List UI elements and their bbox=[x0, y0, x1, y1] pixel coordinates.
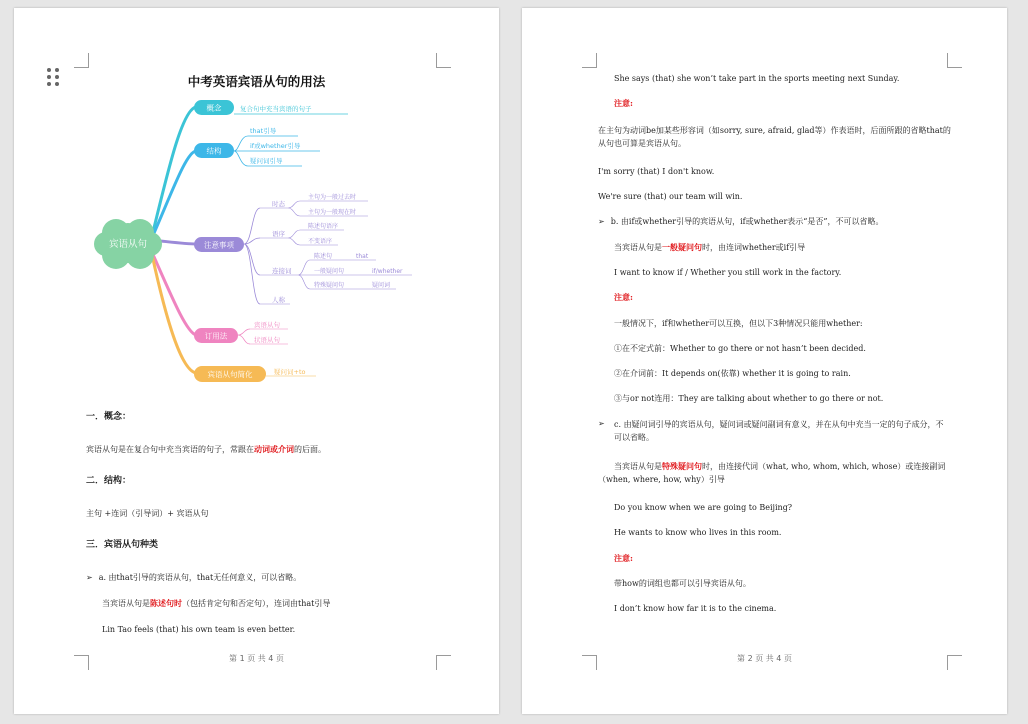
order-item-1[interactable]: 陈述句语序 bbox=[308, 223, 339, 230]
example-6: He wants to know who lives in this room. bbox=[614, 528, 782, 537]
svg-text:概念: 概念 bbox=[206, 103, 222, 113]
note-3-text: 带how的词组也都可以引导宾语从句。 bbox=[614, 579, 751, 588]
margin-corner-top-left bbox=[74, 53, 89, 68]
leaf-usage-1[interactable]: 宾语从句 bbox=[254, 321, 280, 329]
leaf-concept[interactable]: 复合句中充当宾语的句子 bbox=[240, 105, 312, 113]
case-1: ①在不定式前：Whether to go there or not hasn’t been decided. bbox=[614, 344, 866, 353]
conj-word-1[interactable]: that bbox=[356, 253, 369, 260]
case-2: ②在介词前：It depends on(依靠) whether it is going to rain. bbox=[614, 369, 851, 378]
section-3-heading: 三．宾语从句种类 bbox=[86, 540, 159, 550]
leaf-simplify[interactable]: 疑问词+to bbox=[274, 368, 306, 376]
bullet-arrow-icon: ➢ bbox=[86, 573, 93, 582]
note-1-text: 在主句为动词be加某些形容词（如sorry, sure, afraid, glad等）作表语时，后面所跟的省略that的从句也可算是宾语从句。 bbox=[598, 126, 951, 148]
item-a: ➢ a. 由that引导的宾语从句，that无任何意义，可以省略。 bbox=[86, 573, 302, 582]
notes-conj[interactable]: 连接词 bbox=[272, 267, 292, 275]
conj-item-3[interactable]: 特殊疑问句 bbox=[314, 282, 345, 289]
conj-word-3[interactable]: 疑问词 bbox=[372, 282, 391, 289]
section-1-text: 宾语从句是在复合句中充当宾语的句子，常跟在动词或介词的后面。 bbox=[86, 444, 326, 454]
example-5: Do you know when we are going to Beijing? bbox=[614, 503, 793, 512]
svg-text:宾语从句简化: 宾语从句简化 bbox=[207, 370, 253, 379]
example-4: I want to know if / Whether you still work in the factory. bbox=[614, 268, 842, 277]
margin-corner-top-right bbox=[436, 53, 451, 68]
notes-order[interactable]: 语序 bbox=[272, 230, 285, 238]
leaf-structure-1[interactable]: that引导 bbox=[250, 127, 277, 135]
node-concept[interactable] bbox=[194, 100, 234, 115]
document-title: 中考英语宾语从句的用法 bbox=[187, 74, 326, 89]
section-2-text: 主句 +连词（引导词）+ 宾语从句 bbox=[86, 509, 209, 518]
note-1-label: 注意: bbox=[614, 98, 633, 108]
margin-corner-top-right bbox=[947, 53, 962, 68]
leaf-structure-2[interactable]: if或whether引导 bbox=[250, 142, 301, 150]
document-page-1 bbox=[14, 8, 499, 714]
order-item-2[interactable]: 不变语序 bbox=[308, 238, 333, 245]
bullet-arrow-icon: ➢ bbox=[598, 419, 605, 428]
item-a-detail: 当宾语从句是陈述句时（包括肯定句和否定句），连词由that引导 bbox=[102, 598, 331, 608]
example-2: I'm sorry (that) I don't know. bbox=[598, 167, 715, 176]
tense-item-1[interactable]: 主句为一般过去时 bbox=[308, 194, 357, 201]
item-b: ➢ b. 由if或whether引导的宾语从句，if或whether表示“是否”，不可以省略。 bbox=[598, 217, 884, 226]
node-usage[interactable] bbox=[194, 328, 238, 343]
page-footer: 第 2 页 共 4 页 bbox=[737, 654, 792, 663]
margin-corner-top-left bbox=[582, 53, 597, 68]
conj-word-2[interactable]: if/whether bbox=[372, 268, 403, 275]
note-2-text: 一般情况下，if和whether可以互换，但以下3种情况只能用whether: bbox=[614, 319, 863, 328]
node-notes[interactable] bbox=[194, 237, 244, 252]
mind-map-root[interactable] bbox=[94, 219, 162, 269]
item-c-text: c. 由疑问词引导的宾语从句，疑问词或疑问副词有意义，并在从句中充当一定的句子成分，不可以省略。 bbox=[614, 420, 944, 442]
leaf-usage-2[interactable]: 状语从句 bbox=[254, 336, 280, 344]
section-1-heading: 一．概念： bbox=[86, 412, 132, 422]
root-label: 宾语从句 bbox=[108, 239, 148, 250]
example-1: She says (that) she won’t take part in the sports meeting next Sunday. bbox=[614, 74, 900, 83]
tense-item-2[interactable]: 主句为一般现在时 bbox=[308, 209, 357, 216]
case-3: ③与or not连用：They are talking about whether to go there or not. bbox=[614, 394, 884, 403]
example-7: I don’t know how far it is to the cinema. bbox=[614, 604, 777, 613]
node-simplify[interactable] bbox=[194, 366, 266, 382]
mind-map[interactable] bbox=[76, 100, 426, 400]
bullet-arrow-icon: ➢ bbox=[598, 217, 605, 226]
note-2-label: 注意: bbox=[614, 292, 633, 302]
conj-item-2[interactable]: 一般疑问句 bbox=[314, 268, 345, 275]
section-2-heading: 二．结构： bbox=[86, 476, 132, 486]
item-b-detail: 当宾语从句是一般疑问句时，由连词whether或if引导 bbox=[614, 242, 806, 252]
note-3-label: 注意: bbox=[614, 553, 633, 563]
leaf-structure-3[interactable]: 疑问词引导 bbox=[250, 157, 283, 165]
page-footer: 第 1 页 共 4 页 bbox=[229, 654, 284, 663]
item-c bbox=[598, 418, 611, 429]
example-3: We're sure (that) our team will win. bbox=[598, 192, 743, 201]
svg-text:注意事项: 注意事项 bbox=[204, 240, 234, 250]
document-page-2 bbox=[522, 8, 1007, 714]
item-a-example: Lin Tao feels (that) his own team is even better. bbox=[102, 625, 296, 634]
node-structure[interactable] bbox=[194, 143, 234, 158]
svg-text:订用法: 订用法 bbox=[204, 331, 228, 341]
notes-tense[interactable]: 时态 bbox=[272, 200, 285, 208]
item-c-detail: 当宾语从句是特殊疑问句时，由连接代词（what, who, whom, which, whose）或连接副词（when, where, how, why）引导 bbox=[598, 461, 946, 484]
svg-text:结构: 结构 bbox=[206, 146, 222, 156]
conj-item-1[interactable]: 陈述句 bbox=[314, 253, 333, 260]
notes-person[interactable]: 人称 bbox=[272, 296, 285, 304]
